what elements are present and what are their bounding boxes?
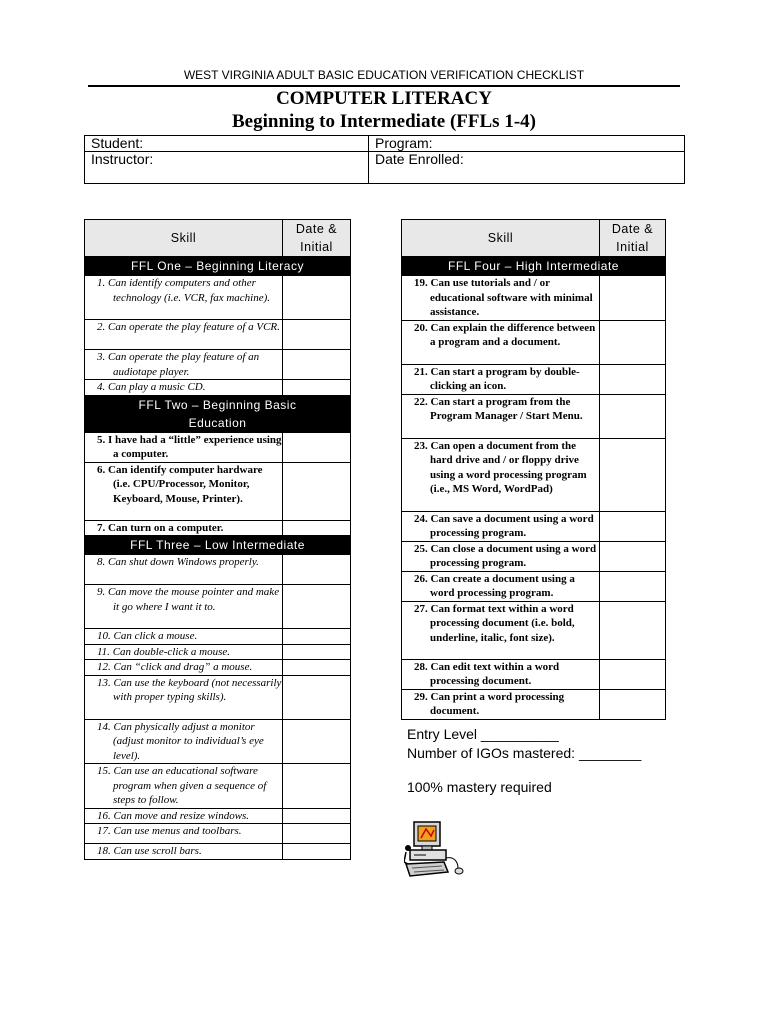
skill-item-20: 20. Can explain the difference between a program and a document. xyxy=(402,320,600,364)
skill-item-7: 7. Can turn on a computer. xyxy=(85,520,283,536)
skill-item-25: 25. Can close a document using a word processing program. xyxy=(402,541,600,571)
document-title: COMPUTER LITERACY xyxy=(276,88,492,109)
instructor-field[interactable] xyxy=(85,152,369,184)
skill-item-4: 4. Can play a music CD. xyxy=(85,380,283,396)
header-rule xyxy=(88,85,680,87)
entry-level-field[interactable]: Entry Level __________ xyxy=(407,726,559,742)
program-label: Program: xyxy=(375,135,433,151)
date-initial-column-header: Date & Initial xyxy=(600,220,666,257)
date-cell-26[interactable] xyxy=(600,571,666,601)
date-enrolled-field[interactable] xyxy=(369,152,685,184)
date-cell-7[interactable] xyxy=(283,520,351,536)
skills-table-right xyxy=(401,219,666,720)
program-field[interactable] xyxy=(369,136,685,152)
student-field[interactable] xyxy=(85,136,369,152)
section-header-ffl1: FFL One – Beginning Literacy xyxy=(85,257,351,276)
skill-item-8: 8. Can shut down Windows properly. xyxy=(85,555,283,585)
date-cell-23[interactable] xyxy=(600,438,666,511)
date-cell-21[interactable] xyxy=(600,364,666,394)
skill-item-29: 29. Can print a word processing document. xyxy=(402,689,600,719)
skill-item-11: 11. Can double-click a mouse. xyxy=(85,644,283,660)
date-cell-11[interactable] xyxy=(283,644,351,660)
header-title: WEST VIRGINIA ADULT BASIC EDUCATION VERIFICATION CHECKLIST xyxy=(183,68,585,82)
skill-item-2: 2. Can operate the play feature of a VCR. xyxy=(85,320,283,350)
date-cell-5[interactable] xyxy=(283,432,351,462)
date-cell-3[interactable] xyxy=(283,350,351,380)
date-cell-1[interactable] xyxy=(283,276,351,320)
skills-table-left xyxy=(84,219,351,860)
skill-item-28: 28. Can edit text within a word processing document. xyxy=(402,659,600,689)
date-cell-9[interactable] xyxy=(283,585,351,629)
skill-column-header: Skill xyxy=(402,220,600,257)
skill-item-17: 17. Can use menus and toolbars. xyxy=(85,824,283,844)
skill-item-5: 5. I have had a “little” experience using a computer. xyxy=(85,432,283,462)
date-cell-16[interactable] xyxy=(283,808,351,824)
skill-item-12: 12. Can “click and drag” a mouse. xyxy=(85,660,283,676)
skill-item-23: 23. Can open a document from the hard drive and / or floppy drive using a word processing program (i.e., MS Word, WordPad) xyxy=(402,438,600,511)
skill-item-14: 14. Can physically adjust a monitor (adjust monitor to individual’s eye level). xyxy=(85,719,283,764)
skill-item-27: 27. Can format text within a word processing document (i.e. bold, underline, italic, font size). xyxy=(402,601,600,659)
skill-item-15: 15. Can use an educational software program when given a sequence of steps to follow. xyxy=(85,764,283,809)
student-label: Student: xyxy=(91,135,144,151)
date-cell-18[interactable] xyxy=(283,844,351,860)
date-cell-25[interactable] xyxy=(600,541,666,571)
skill-item-24: 24. Can save a document using a word processing program. xyxy=(402,511,600,541)
date-cell-20[interactable] xyxy=(600,320,666,364)
section-header-ffl2: FFL Two – Beginning Basic Education xyxy=(85,395,351,432)
date-cell-22[interactable] xyxy=(600,394,666,438)
igos-mastered-field[interactable]: Number of IGOs mastered: ________ xyxy=(407,745,642,761)
date-cell-19[interactable] xyxy=(600,276,666,321)
skill-item-3: 3. Can operate the play feature of an audiotape player. xyxy=(85,350,283,380)
skill-item-1: 1. Can identify computers and other technology (i.e. VCR, fax machine). xyxy=(85,276,283,320)
date-cell-17[interactable] xyxy=(283,824,351,844)
date-enrolled-label: Date Enrolled: xyxy=(375,151,464,167)
date-cell-8[interactable] xyxy=(283,555,351,585)
date-cell-2[interactable] xyxy=(283,320,351,350)
date-cell-27[interactable] xyxy=(600,601,666,659)
skill-item-6: 6. Can identify computer hardware (i.e. CPU/Processor, Monitor, Keyboard, Mouse, Printer). xyxy=(85,462,283,520)
date-cell-4[interactable] xyxy=(283,380,351,396)
date-cell-15[interactable] xyxy=(283,764,351,809)
computer-clipart-icon xyxy=(404,818,466,882)
skill-item-13: 13. Can use the keyboard (not necessarily with proper typing skills). xyxy=(85,675,283,719)
date-cell-10[interactable] xyxy=(283,629,351,645)
skill-item-26: 26. Can create a document using a word processing program. xyxy=(402,571,600,601)
date-cell-12[interactable] xyxy=(283,660,351,676)
date-cell-14[interactable] xyxy=(283,719,351,764)
date-cell-28[interactable] xyxy=(600,659,666,689)
document-subtitle: Beginning to Intermediate (FFLs 1-4) xyxy=(232,111,536,132)
skill-column-header: Skill xyxy=(85,220,283,257)
date-initial-column-header: Date & Initial xyxy=(283,220,351,257)
instructor-label: Instructor: xyxy=(91,151,154,167)
mastery-note: 100% mastery required xyxy=(407,779,552,795)
date-cell-24[interactable] xyxy=(600,511,666,541)
student-info-table xyxy=(84,135,685,184)
summary-block xyxy=(407,725,641,797)
skill-item-19: 19. Can use tutorials and / or educational software with minimal assistance. xyxy=(402,276,600,321)
skill-item-16: 16. Can move and resize windows. xyxy=(85,808,283,824)
date-cell-13[interactable] xyxy=(283,675,351,719)
date-cell-29[interactable] xyxy=(600,689,666,719)
skill-item-22: 22. Can start a program from the Program Manager / Start Menu. xyxy=(402,394,600,438)
skill-item-10: 10. Can click a mouse. xyxy=(85,629,283,645)
date-cell-6[interactable] xyxy=(283,462,351,520)
skill-item-21: 21. Can start a program by double-clicking an icon. xyxy=(402,364,600,394)
section-header-ffl4: FFL Four – High Intermediate xyxy=(402,257,666,276)
skill-item-18: 18. Can use scroll bars. xyxy=(85,844,283,860)
section-header-ffl3: FFL Three – Low Intermediate xyxy=(85,536,351,555)
skill-item-9: 9. Can move the mouse pointer and make it go where I want it to. xyxy=(85,585,283,629)
